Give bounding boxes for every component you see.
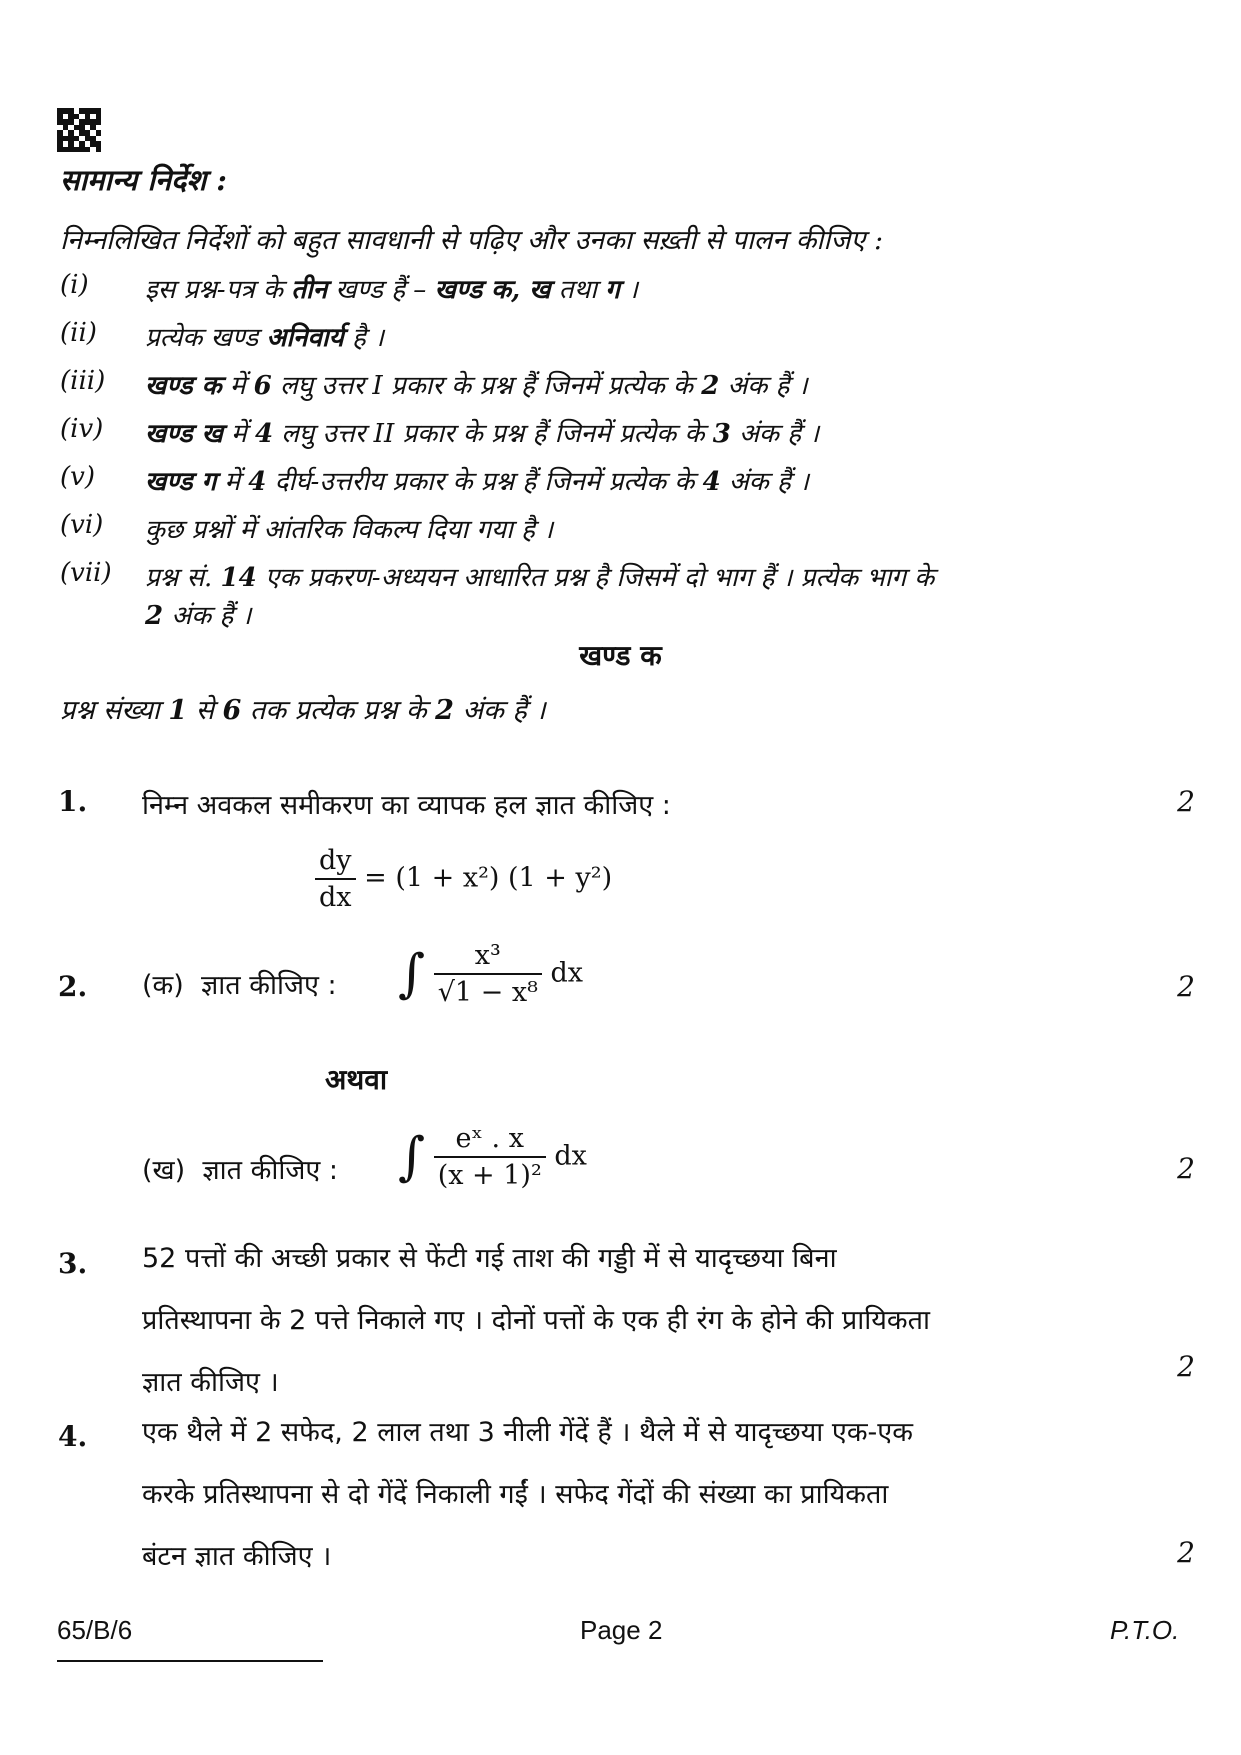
question-2b-marks: 2 bbox=[1177, 1152, 1195, 1185]
question-1-text: निम्न अवकल समीकरण का व्यापक हल ज्ञात कीजिए : bbox=[142, 790, 671, 821]
question-1-marks: 2 bbox=[1177, 785, 1195, 818]
or-separator: अथवा bbox=[325, 1063, 388, 1096]
question-2a-text: (क) ज्ञात कीजिए : bbox=[142, 970, 337, 1001]
instructions-intro: निम्नलिखित निर्देशों को बहुत सावधानी से पढ़िए और उनका सख़्ती से पालन कीजिए : bbox=[60, 225, 884, 256]
integral-icon: ∫ bbox=[398, 944, 426, 1004]
question-4-number: 4. bbox=[58, 1420, 88, 1453]
question-4-marks: 2 bbox=[1177, 1536, 1195, 1569]
question-1-number: 1. bbox=[58, 785, 88, 818]
section-title: खण्ड क bbox=[579, 639, 662, 672]
paper-code: 65/B/6 bbox=[57, 1615, 133, 1645]
question-2b-text: (ख) ज्ञात कीजिए : bbox=[142, 1155, 338, 1186]
question-4-text: एक थैले में 2 सफेद, 2 लाल तथा 3 नीली गेंदें हैं । थैले में से यादृच्छया एक-एक करके प्रतिस्थापना से दो गेंदें निकाली गईं । सफेद गेंदों की संख्या का प्रायिकता बंटन ज्ञात कीजिए । bbox=[142, 1417, 913, 1572]
question-1-equation: $\frac{dy}{dx}$ = (1 + x²) (1 + y²) bbox=[315, 845, 612, 913]
qr-code-icon bbox=[57, 108, 101, 152]
general-instructions-heading: सामान्य निर्देश : bbox=[60, 163, 227, 197]
question-2b-integral: ∫ $\frac{\text{eˣ . x}}{\text{(x + 1)²}}$ dx bbox=[398, 1123, 587, 1191]
question-3-text: 52 पत्तों की अच्छी प्रकार से फेंटी गई ताश की गड्डी में से यादृच्छया बिना प्रतिस्थापना के 2 पत्ते निकाले गए । दोनों पत्तों के एक ही रंग के होने की प्रायिकता ज्ञात कीजिए । bbox=[142, 1243, 931, 1398]
please-turn-over: P.T.O. bbox=[1110, 1615, 1180, 1645]
footer-underline bbox=[57, 1660, 323, 1662]
question-2-number: 2. bbox=[58, 970, 88, 1003]
integral-icon: ∫ bbox=[398, 1127, 426, 1187]
page-number: Page 2 bbox=[580, 1615, 663, 1645]
exam-page: सामान्य निर्देश : निम्नलिखित निर्देशों को बहुत सावधानी से पढ़िए और उनका सख़्ती से पालन कीजिए : (i) इस प्रश्न-पत्र के तीन खण्ड हैं – खण्ड क, ख तथा ग । (ii) प्रत्येक खण्ड अनिवार्य है । (iii) खण्ड क में 6 लघु उत्तर I प्रकार के प्रश्न हैं जिनमें प्रत्येक के 2 अंक हैं । (iv) खण्ड ख में 4 लघु उत्तर II प्रकार के प्रश्न हैं जिनमें प्रत्येक के 3 अंक हैं । (v) खण्ड ग में 4 दीर्घ-उत्तरीय प्रकार के प्रश्न हैं जिनमें प्रत्येक के 4 अंक हैं । (vi) कुछ प्रश्नों में आंतरिक विकल्प दिया गया है । (vii) प्रश्न सं. 14 एक प्रकरण-अध्ययन आधारित प्रश्न है जिसमें दो भाग हैं । प्रत्येक भाग के 2 अंक हैं । खण्ड क प्रश्न संख्या 1 से 6 तक प्रत्येक प्रश्न के 2 अंक हैं । 1. निम्न अवकल समीकरण का व्यापक हल ज्ञात कीजिए : 2 $\frac{dy}{dx}$ = (1 + x²) (1 + y²) 2. (क) ज्ञात कीजिए : ∫ $\frac{\text{x³}}{\text{√1 − x⁸}}$ dx 2 अथवा (ख) ज्ञात कीजिए : ∫ $\frac{\text{eˣ . x}}{\text{(x + 1)²}}$ dx 2 3. 52 पत्तों की अच्छी प्रकार से फेंटी गई ताश की गड्डी में से यादृच्छया बिना प्रतिस्थापना के 2 पत्ते निकाले गए । दोनों पत्तों के एक ही रंग के होने की प्रायिकता ज्ञात कीजिए । 2 4. एक थैले में 2 सफेद, 2 लाल तथा 3 नीली गेंदें हैं । थैले में से यादृच्छया एक-एक करके प्रतिस्थापना से दो गेंदें निकाली गईं । सफेद गेंदों की संख्या का प्रायिकता बंटन ज्ञात कीजिए । 2 65/B/6 Page 2 P.T.O. bbox=[0, 0, 1241, 1755]
section-note: प्रश्न संख्या 1 से 6 तक प्रत्येक प्रश्न के 2 अंक हैं । bbox=[60, 695, 546, 726]
question-2a-integral: ∫ $\frac{\text{x³}}{\text{√1 − x⁸}}$ dx bbox=[398, 940, 584, 1008]
question-2a-marks: 2 bbox=[1177, 970, 1195, 1003]
question-3-marks: 2 bbox=[1177, 1350, 1195, 1383]
question-3-number: 3. bbox=[58, 1247, 88, 1280]
